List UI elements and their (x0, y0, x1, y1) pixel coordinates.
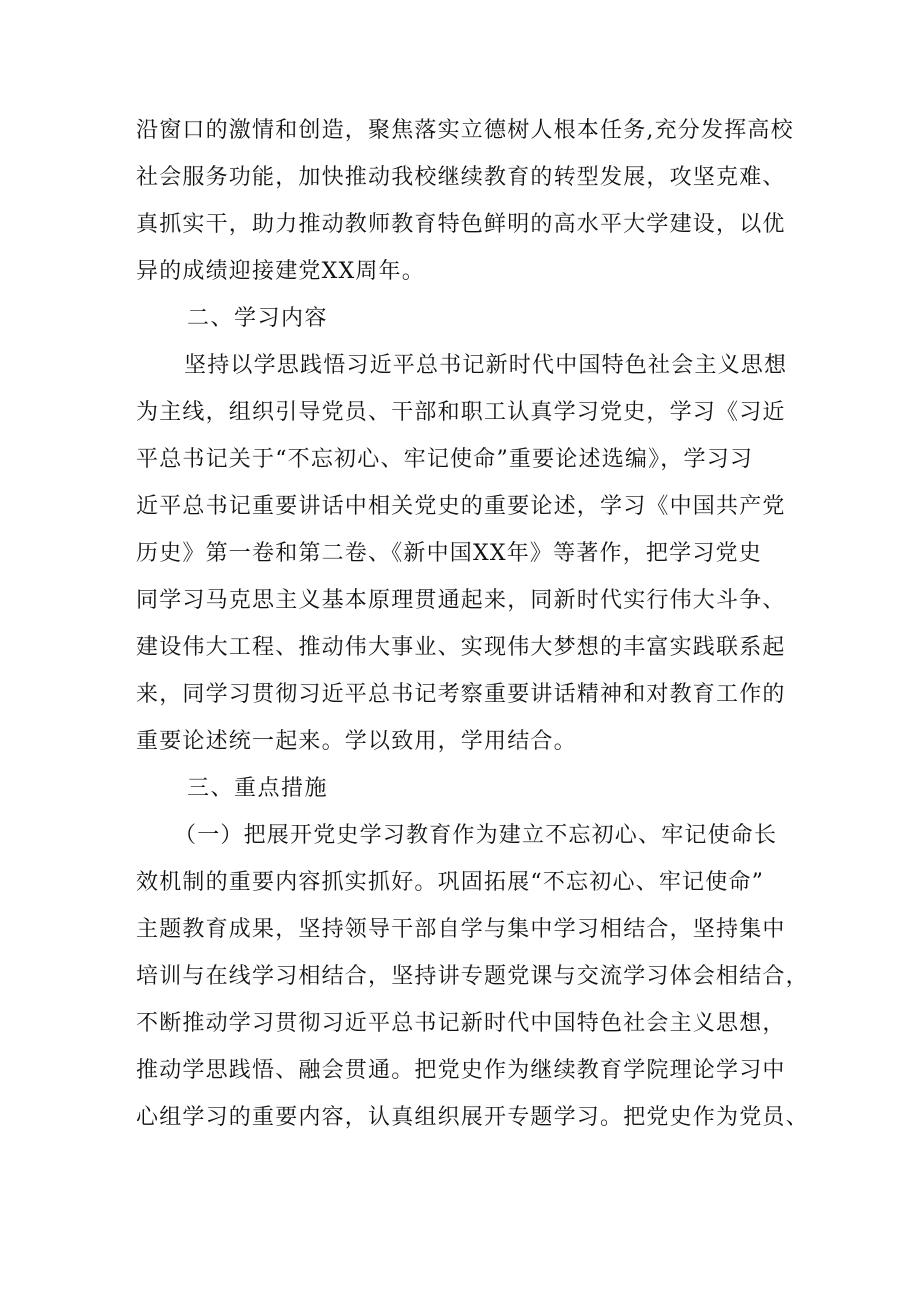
body-line: 效机制的重要内容抓实抓好。巩固拓展“不忘初心、牢记使命” (136, 870, 765, 895)
subsection-first-line: （一）把展开党史学习教育作为建立不忘初心、牢记使命长 (174, 823, 778, 848)
body-line: 历史》第一卷和第二卷、《新中国XX年》等著作，把学习党史 (136, 541, 762, 566)
body-line: 社会服务功能，加快推动我校继续教育的转型发展，攻坚克难、 (136, 165, 786, 190)
section-heading: 二、学习内容 (187, 306, 329, 331)
body-line: 真抓实干，助力推动教师教育特色鲜明的高水平大学建设，以优 (136, 212, 786, 237)
body-line: 主题教育成果，坚持领导干部自学与集中学习相结合，坚持集中 (136, 917, 786, 942)
body-line: 近平总书记重要讲话中相关党史的重要论述，学习《中国共产党 (136, 494, 786, 519)
body-line: 不断推动学习贯彻习近平总书记新时代中国特色社会主义思想， (136, 1011, 786, 1036)
paragraph-first-line: 坚持以学思践悟习近平总书记新时代中国特色社会主义思想 (184, 353, 788, 378)
body-line: 建设伟大工程、推动伟大事业、实现伟大梦想的丰富实践联系起 (136, 635, 786, 660)
body-line: 异的成绩迎接建党XX周年。 (136, 259, 425, 284)
body-line: 来，同学习贯彻习近平总书记考察重要讲话精神和对教育工作的 (136, 682, 786, 707)
body-line: 培训与在线学习相结合，坚持讲专题党课与交流学习体会相结合， (136, 964, 809, 989)
body-line: 心组学习的重要内容，认真组织展开专题学习。把党史作为党员、 (136, 1105, 809, 1130)
body-line: 推动学思践悟、融会贯通。把党史作为继续教育学院理论学习中 (136, 1058, 786, 1083)
body-line: 沿窗口的激情和创造，聚焦落实立德树人根本任务,充分发挥高校 (136, 118, 794, 143)
section-heading: 三、重点措施 (187, 776, 329, 801)
body-line: 重要论述统一起来。学以致用，学用结合。 (136, 729, 577, 754)
body-line: 同学习马克思主义基本原理贯通起来，同新时代实行伟大斗争、 (136, 588, 786, 613)
body-line: 平总书记关于“不忘初心、牢记使命”重要论述选编》，学习习 (136, 447, 754, 472)
body-line: 为主线，组织引导党员、干部和职工认真学习党史，学习《习近 (136, 400, 786, 425)
